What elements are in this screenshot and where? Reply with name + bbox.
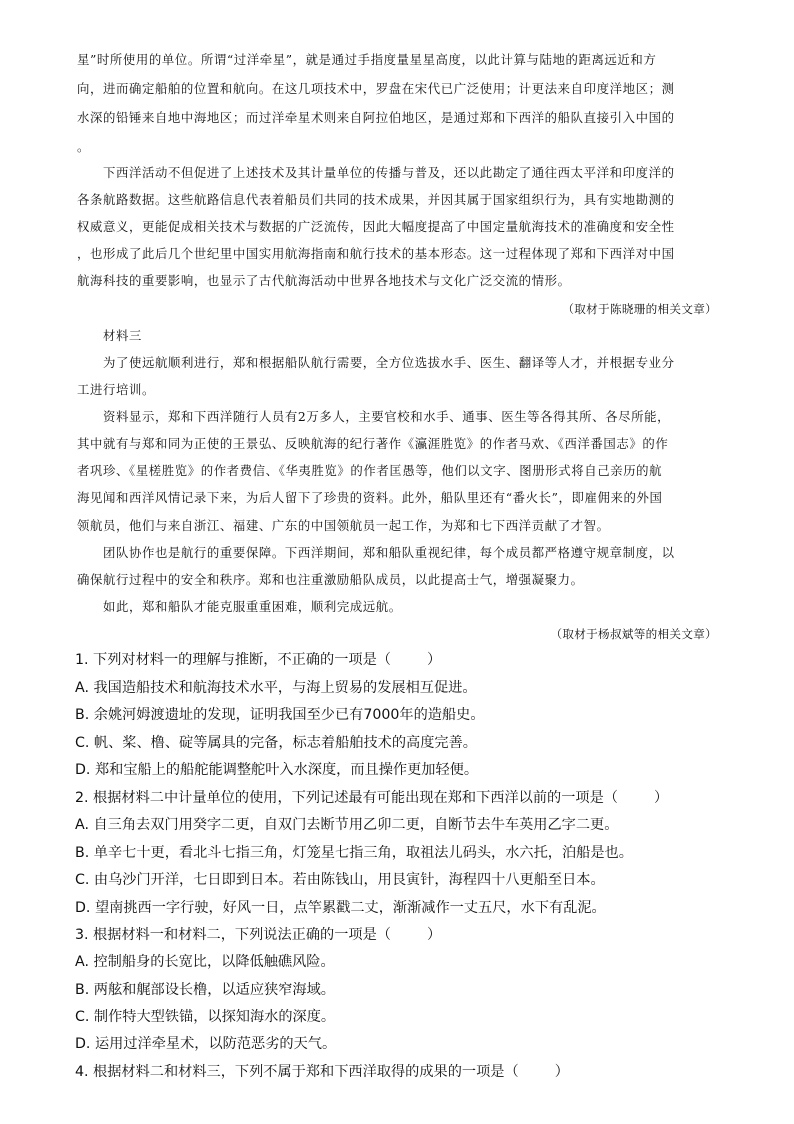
answer-option: B. 余姚河姆渡遗址的发现，证明我国至少已有7000年的造船史。: [75, 707, 485, 723]
answer-option: D. 望南挑西一字行驶，好风一日，点竿累戳二丈，渐渐减作一丈五尺，水下有乱泥。: [75, 900, 606, 916]
text-line: 权威意义，更能促成相关技术与数据的广泛流传，因此大幅度提高了中国定量航海技术的准确度和安全性: [77, 219, 675, 234]
text-line: 确保航行过程中的安全和秩序。郑和也注重激励船队成员，以此提高士气，增强凝聚力。: [77, 572, 584, 587]
text-line: 资料显示，郑和下西洋随行人员有2万多人，主要官校和水手、通事、医生等各得其所、各尽所能，: [103, 409, 671, 424]
text-line: 如此，郑和船队才能克服重重困难，顺利完成远航。: [103, 599, 402, 614]
text-line: 工进行培训。: [77, 382, 155, 397]
question-text: 4. 根据材料二和材料三，下列不属于郑和下西洋取得的成果的一项是（: [75, 1064, 519, 1080]
material-label: 材料三: [103, 328, 142, 343]
answer-option: C. 由乌沙门开洋，七日即到日本。若由陈钱山，用艮寅针，海程四十八更船至日本。: [75, 872, 605, 888]
question-close: ）: [654, 790, 669, 806]
answer-option: B. 单辛七十更，看北斗七指三角，灯笼星七指三角，取祖法儿码头，水六托，泊船是也。: [75, 845, 633, 861]
text-line: 下西洋活动不但促进了上述技术及其计量单位的传播与普及，还以此勘定了通往西太平洋和印度洋的: [103, 165, 675, 180]
text-line: 其中就有与郑和同为正使的王景弘、反映航海的纪行著作《瀛涯胜览》的作者马欢、《西洋番国志》的作: [77, 436, 669, 451]
text-line: 各条航路数据。这些航路信息代表着船员们共同的技术成果，并因其属于国家组织行为，具有实地勘测的: [77, 192, 675, 207]
question-stem: [75, 925, 725, 945]
question-close: ）: [554, 1064, 569, 1080]
question-close: ）: [427, 927, 442, 943]
answer-option: C. 帆、桨、橹、碇等属具的完备，标志着船舶技术的高度完善。: [75, 735, 477, 751]
source-citation: （取材于陈晓珊的相关文章）: [562, 302, 717, 316]
answer-option: B. 两舷和艉部设长橹，以适应狭窄海域。: [75, 982, 335, 998]
answer-option: D. 郑和宝船上的船舵能调整舵叶入水深度，而且操作更加轻便。: [75, 762, 479, 778]
text-line: 航海科技的重要影响，也显示了古代航海活动中世界各地技术与文化广泛交流的情形。: [77, 273, 571, 288]
text-line: 。: [77, 139, 90, 154]
source-citation: （取材于杨叔斌等的相关文章）: [550, 627, 717, 641]
answer-option: A. 我国造船技术和航海技术水平，与海上贸易的发展相互促进。: [75, 680, 477, 696]
text-line: ，也形成了此后几个世纪里中国实用航海指南和航行技术的基本形态。这一过程体现了郑和下西洋对中国: [77, 246, 675, 261]
text-line: 领航员，他们与来自浙江、福建、广东的中国领航员一起工作，为郑和七下西洋贡献了才智。: [77, 518, 610, 533]
text-line: 向，进而确定船舶的位置和航向。在这几项技术中，罗盘在宋代已广泛使用；计更法来自印度洋地区；测: [77, 81, 675, 96]
text-line: 者巩珍、《星槎胜览》的作者费信、《华夷胜览》的作者匡愚等，他们以文字、图册形式将自己亲历的航: [77, 463, 663, 478]
question-stem: [75, 1062, 725, 1082]
question-text: 2. 根据材料二中计量单位的使用，下列记述最有可能出现在郑和下西洋以前的一项是（: [75, 790, 618, 806]
text-line: 水深的铅锤来自地中海地区；而过洋牵星术则来自阿拉伯地区，是通过郑和下西洋的船队直接引入中国的: [77, 110, 675, 125]
answer-option: D. 运用过洋牵星术，以防范恶劣的天气。: [75, 1036, 337, 1052]
text-line: 团队协作也是航行的重要保障。下西洋期间，郑和船队重视纪律，每个成员都严格遵守规章制度，以: [103, 545, 675, 560]
question-text: 1. 下列对材料一的理解与推断，不正确的一项是（: [75, 652, 391, 668]
answer-option: A. 自三角去双门用癸字二更，自双门去断节用乙卯二更，自断节去牛车英用乙字二更。: [75, 817, 619, 833]
answer-option: C. 制作特大型铁锚，以探知海水的深度。: [75, 1009, 336, 1025]
answer-option: A. 控制船身的长宽比，以降低触礁风险。: [75, 954, 335, 970]
question-close: ）: [427, 652, 442, 668]
text-line: 海见闻和西洋风情记录下来，为后人留下了珍贵的资料。此外，船队里还有“番火长”，即雇佣来的外国: [77, 490, 663, 505]
question-stem: [75, 650, 725, 670]
question-stem: [75, 788, 725, 808]
question-text: 3. 根据材料一和材料二，下列说法正确的一项是（: [75, 927, 391, 943]
text-line: 星”时所使用的单位。所谓“过洋牵星”，就是通过手指度量星星高度，以此计算与陆地的距离远近和方: [77, 52, 657, 67]
text-line: 为了使远航顺利进行，郑和根据船队航行需要，全方位选拔水手、医生、翻译等人才，并根据专业分: [103, 355, 675, 370]
